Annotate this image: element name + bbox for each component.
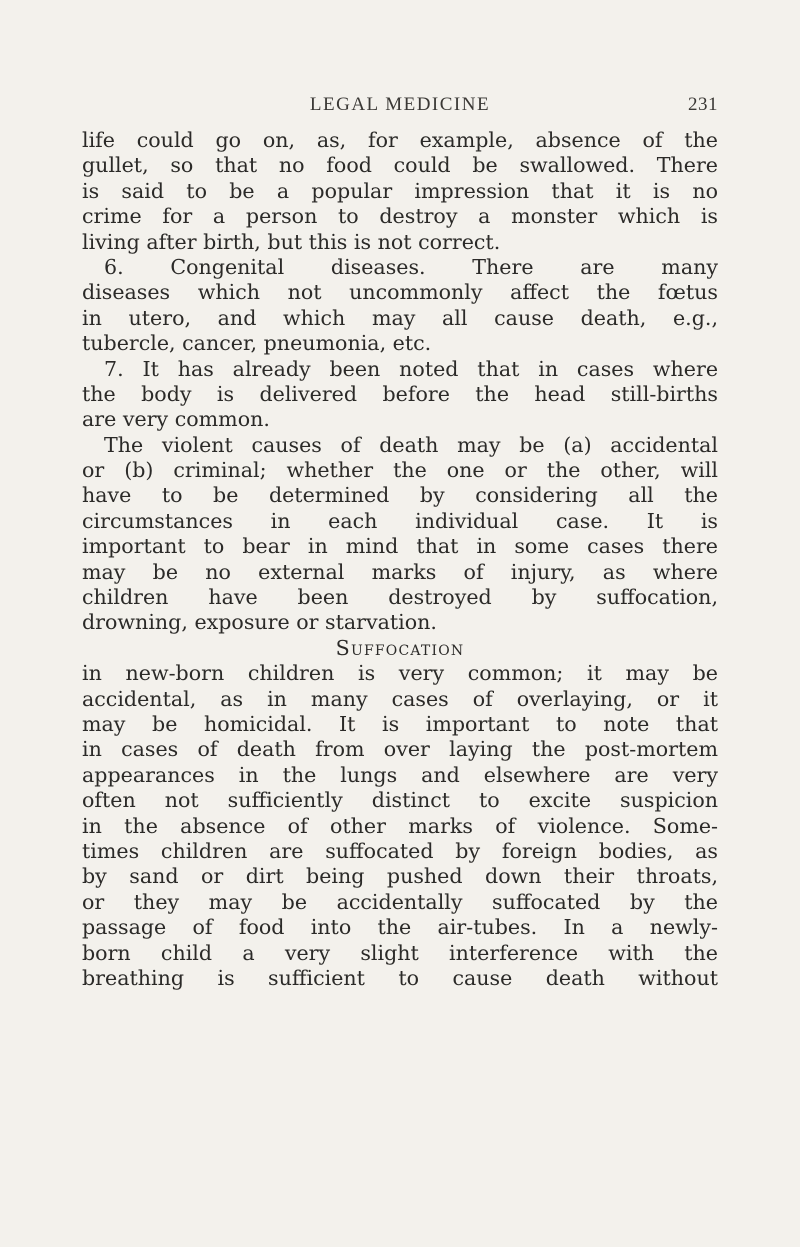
text-line: born child a very slight interference with the [82, 940, 718, 965]
text-line: passage of food into the air-tubes. In a newly- [82, 915, 718, 940]
text-line: circumstances in each individual case. It is [82, 508, 718, 533]
text-line: children have been destroyed by suffocation, [82, 585, 718, 610]
text-line: may be no external marks of injury, as where [82, 559, 718, 584]
text-line: gullet, so that no food could be swallowed. There [82, 153, 718, 178]
text-line: accidental, as in many cases of overlaying, or it [82, 686, 718, 711]
paragraph-congenital-diseases [82, 255, 718, 357]
paragraph-suffocation [82, 661, 718, 991]
text-line: 7. It has already been noted that in cases where [104, 356, 718, 381]
section-heading: Suffocation [335, 635, 465, 660]
paragraph-violent-causes [82, 433, 718, 636]
text-line: the body is delivered before the head still-births [82, 381, 718, 406]
text-line: are very common. [82, 407, 270, 432]
text-line: tubercle, cancer, pneumonia, etc. [82, 331, 432, 356]
body-text [82, 128, 718, 991]
text-line: diseases which not uncommonly affect the fœtus [82, 280, 718, 305]
running-head-title: LEGAL MEDICINE [309, 94, 491, 115]
page-number: 231 [688, 94, 718, 115]
text-line: may be homicidal. It is important to note that [82, 711, 718, 736]
text-line: appearances in the lungs and elsewhere are very [82, 762, 718, 787]
text-line: is said to be a popular impression that it is no [82, 178, 718, 203]
text-line: in cases of death from over laying the post-mortem [82, 737, 718, 762]
text-line: by sand or dirt being pushed down their throats, [82, 864, 718, 889]
text-line: in the absence of other marks of violence. Some- [82, 813, 718, 838]
text-line: breathing is sufficient to cause death without [82, 965, 718, 990]
text-line: have to be determined by considering all the [82, 483, 718, 508]
text-line: or (b) criminal; whether the one or the other, will [82, 458, 718, 483]
text-line: times children are suffocated by foreign bodies, as [82, 838, 718, 863]
text-line: drowning, exposure or starvation. [82, 610, 437, 635]
text-line: crime for a person to destroy a monster which is [82, 204, 718, 229]
text-line: The violent causes of death may be (a) accidental [104, 432, 718, 457]
text-line: in utero, and which may all cause death, e.g., [82, 305, 718, 330]
text-line: often not sufficiently distinct to excite suspicion [82, 788, 718, 813]
text-line: 6. Congenital diseases. There are many [104, 254, 718, 279]
running-head [82, 94, 718, 122]
paragraph-continuation [82, 128, 718, 255]
text-line: life could go on, as, for example, absence of the [82, 128, 718, 152]
text-line: or they may be accidentally suffocated by the [82, 889, 718, 914]
text-line: living after birth, but this is not correct. [82, 229, 501, 254]
text-line: important to bear in mind that in some cases there [82, 534, 718, 559]
text-line: in new-born children is very common; it may be [82, 661, 718, 686]
paragraph-still-births [82, 357, 718, 433]
